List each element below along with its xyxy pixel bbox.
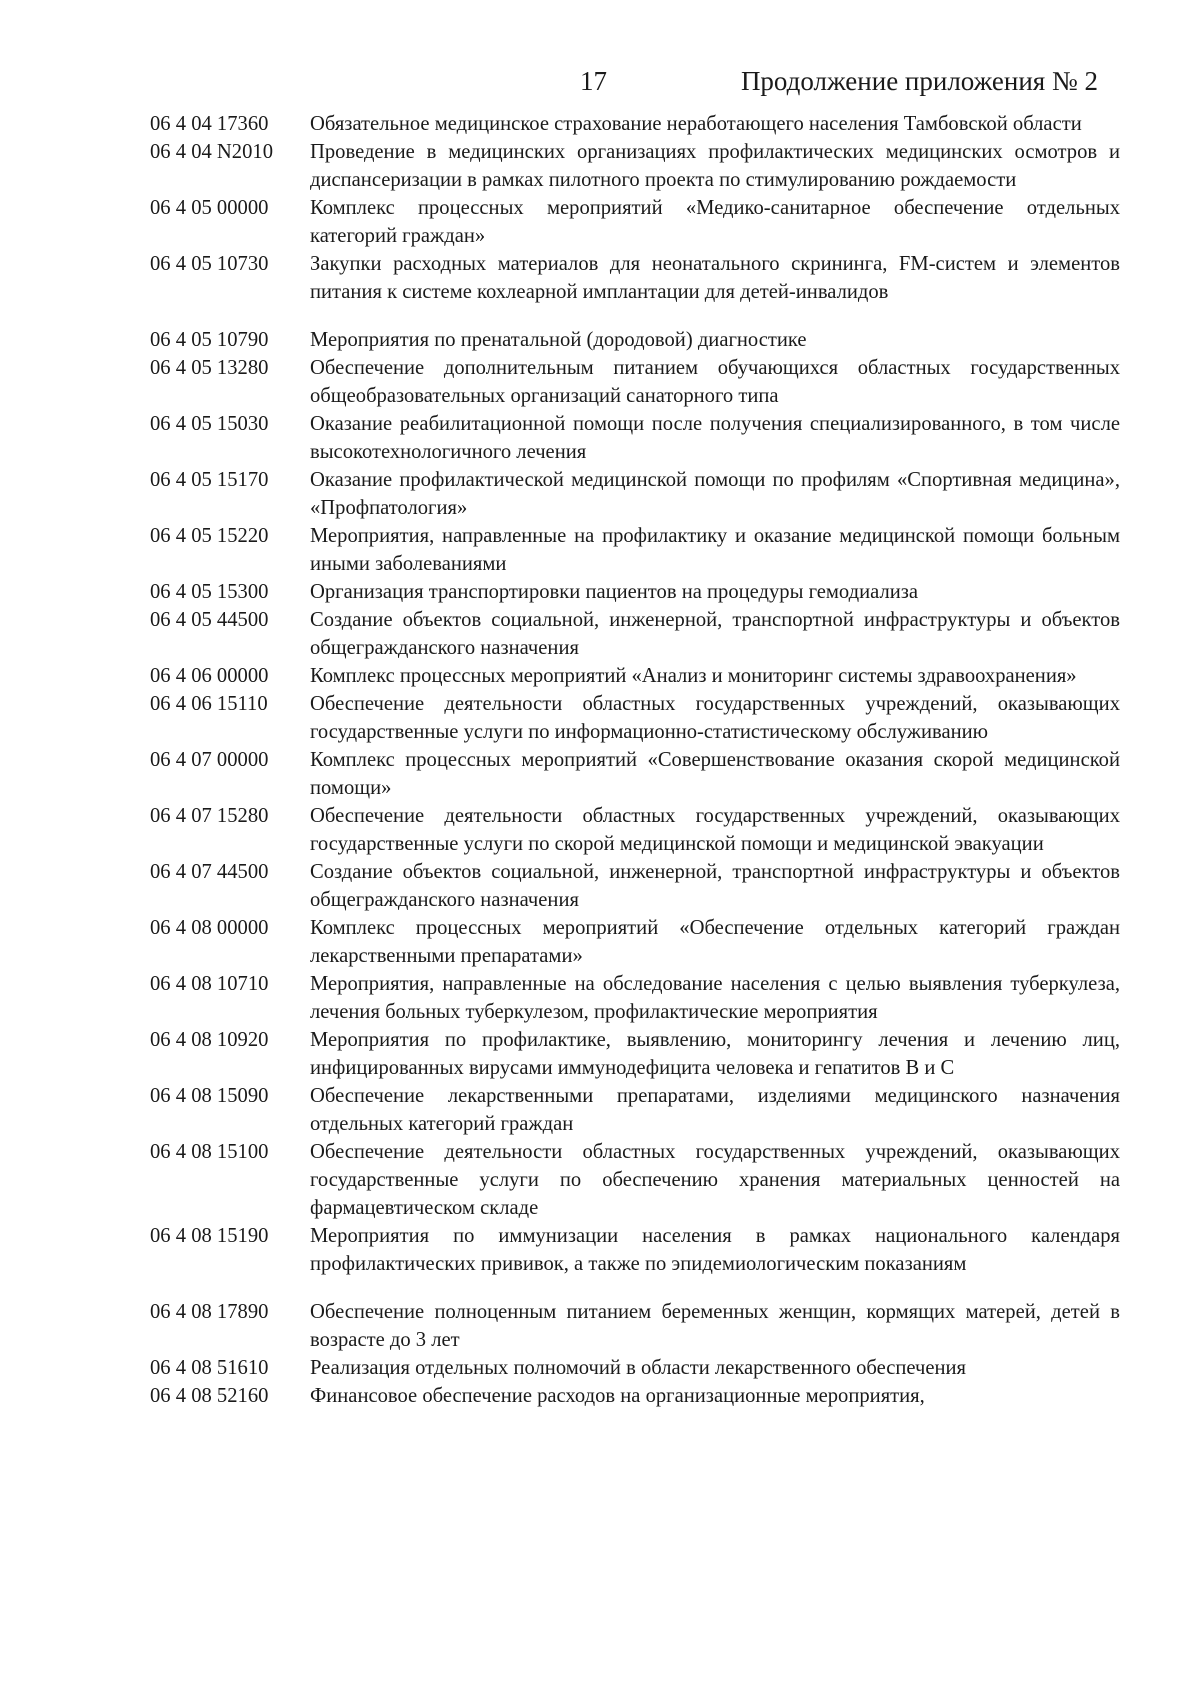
- item-description: Обеспечение деятельности областных государственных учреждений, оказывающих государственные услуги по обеспечению хранения материальных ценностей на фармацевтическом складе: [310, 1141, 1120, 1219]
- list-item: [150, 578, 1120, 606]
- classification-code: 06 4 08 10710: [150, 973, 269, 995]
- classification-code: 06 4 06 15110: [150, 693, 268, 715]
- item-description: Мероприятия по профилактике, выявлению, мониторингу лечения и лечению лиц, инфицированных вирусами иммунодефицита человека и гепатитов B и C: [310, 1029, 1120, 1079]
- classification-code: 06 4 05 10730: [150, 253, 269, 275]
- classification-code: 06 4 08 51610: [150, 1357, 269, 1379]
- item-description: Мероприятия по пренатальной (дородовой) диагностике: [310, 329, 807, 351]
- list-item: [150, 970, 1120, 1026]
- classification-code: 06 4 05 15300: [150, 581, 269, 603]
- list-item: [150, 1026, 1120, 1082]
- item-description: Обеспечение дополнительным питанием обучающихся областных государственных общеобразовательных организаций санаторного типа: [310, 357, 1120, 407]
- list-item: [150, 522, 1120, 578]
- list-item: [150, 410, 1120, 466]
- item-description: Организация транспортировки пациентов на процедуры гемодиализа: [310, 581, 919, 603]
- item-description: Комплекс процессных мероприятий «Анализ и мониторинг системы здравоохранения»: [310, 665, 1077, 687]
- item-description: Обеспечение деятельности областных государственных учреждений, оказывающих государственные услуги по скорой медицинской помощи и медицинской эвакуации: [310, 805, 1120, 855]
- classification-code: 06 4 04 N2010: [150, 141, 273, 163]
- item-description: Обязательное медицинское страхование неработающего населения Тамбовской области: [310, 113, 1082, 135]
- list-item: [150, 746, 1120, 802]
- item-description: Мероприятия по иммунизации населения в рамках национального календаря профилактических прививок, а также по эпидемиологическим показаниям: [310, 1225, 1120, 1275]
- page-number: 17: [580, 66, 607, 96]
- item-description: Мероприятия, направленные на профилактику и оказание медицинской помощи больным иными заболеваниями: [310, 525, 1120, 575]
- classification-code: 06 4 05 15030: [150, 413, 269, 435]
- classification-code: 06 4 05 13280: [150, 357, 269, 379]
- classification-code: 06 4 05 44500: [150, 609, 269, 631]
- classification-code: 06 4 04 17360: [150, 113, 269, 135]
- list-item: [150, 662, 1120, 690]
- item-description: Проведение в медицинских организациях профилактических медицинских осмотров и диспансеризации в рамках пилотного проекта по стимулированию рождаемости: [310, 141, 1120, 191]
- list-item: [150, 110, 1120, 138]
- classification-code: 06 4 05 00000: [150, 197, 269, 219]
- list-item: [150, 326, 1120, 354]
- appendix-label: Продолжение приложения № 2: [740, 66, 1098, 96]
- list-item: [150, 858, 1120, 914]
- item-description: Мероприятия, направленные на обследование населения с целью выявления туберкулеза, лечения больных туберкулезом, профилактические мероприятия: [310, 973, 1120, 1023]
- list-item: [150, 1138, 1120, 1222]
- classification-code: 06 4 08 15090: [150, 1085, 269, 1107]
- classification-code: 06 4 08 15190: [150, 1225, 269, 1247]
- item-description: Оказание реабилитационной помощи после получения специализированного, в том числе высокотехнологичного лечения: [310, 413, 1120, 463]
- classification-code: 06 4 07 15280: [150, 805, 269, 827]
- page-header: [0, 66, 1200, 106]
- budget-classification-list: [150, 110, 1120, 1410]
- classification-code: 06 4 07 44500: [150, 861, 269, 883]
- list-item: [150, 690, 1120, 746]
- item-description: Обеспечение полноценным питанием беременных женщин, кормящих матерей, детей в возрасте до 3 лет: [310, 1301, 1120, 1351]
- classification-code: 06 4 05 10790: [150, 329, 269, 351]
- list-item: [150, 354, 1120, 410]
- list-item: [150, 194, 1120, 250]
- item-description: Закупки расходных материалов для неонатального скрининга, FM-систем и элементов питания к системе кохлеарной имплантации для детей-инвалидов: [310, 253, 1120, 303]
- item-description: Комплекс процессных мероприятий «Обеспечение отдельных категорий граждан лекарственными препаратами»: [310, 917, 1120, 967]
- item-description: Финансовое обеспечение расходов на организационные мероприятия,: [310, 1385, 925, 1407]
- classification-code: 06 4 05 15170: [150, 469, 269, 491]
- item-description: Обеспечение деятельности областных государственных учреждений, оказывающих государственные услуги по информационно-статистическому обслуживанию: [310, 693, 1120, 743]
- list-item: [150, 1298, 1120, 1354]
- classification-code: 06 4 06 00000: [150, 665, 269, 687]
- item-description: Оказание профилактической медицинской помощи по профилям «Спортивная медицина», «Профпатология»: [310, 469, 1120, 519]
- list-item: [150, 1354, 1120, 1382]
- list-item: [150, 914, 1120, 970]
- classification-code: 06 4 08 10920: [150, 1029, 269, 1051]
- list-item: [150, 138, 1120, 194]
- item-description: Обеспечение лекарственными препаратами, изделиями медицинского назначения отдельных категорий граждан: [310, 1085, 1120, 1135]
- classification-code: 06 4 05 15220: [150, 525, 269, 547]
- item-description: Комплекс процессных мероприятий «Совершенствование оказания скорой медицинской помощи»: [310, 749, 1120, 799]
- item-description: Комплекс процессных мероприятий «Медико-санитарное обеспечение отдельных категорий граждан»: [310, 197, 1120, 247]
- list-item: [150, 802, 1120, 858]
- classification-code: 06 4 08 15100: [150, 1141, 269, 1163]
- item-description: Создание объектов социальной, инженерной, транспортной инфраструктуры и объектов общегражданского назначения: [310, 861, 1120, 911]
- item-description: Создание объектов социальной, инженерной, транспортной инфраструктуры и объектов общегражданского назначения: [310, 609, 1120, 659]
- list-item: [150, 1082, 1120, 1138]
- list-item: [150, 606, 1120, 662]
- list-item: [150, 466, 1120, 522]
- classification-code: 06 4 07 00000: [150, 749, 269, 771]
- list-item: [150, 1382, 1120, 1410]
- item-description: Реализация отдельных полномочий в области лекарственного обеспечения: [310, 1357, 967, 1379]
- classification-code: 06 4 08 17890: [150, 1301, 269, 1323]
- classification-code: 06 4 08 00000: [150, 917, 269, 939]
- list-item: [150, 1222, 1120, 1278]
- classification-code: 06 4 08 52160: [150, 1385, 269, 1407]
- list-item: [150, 250, 1120, 306]
